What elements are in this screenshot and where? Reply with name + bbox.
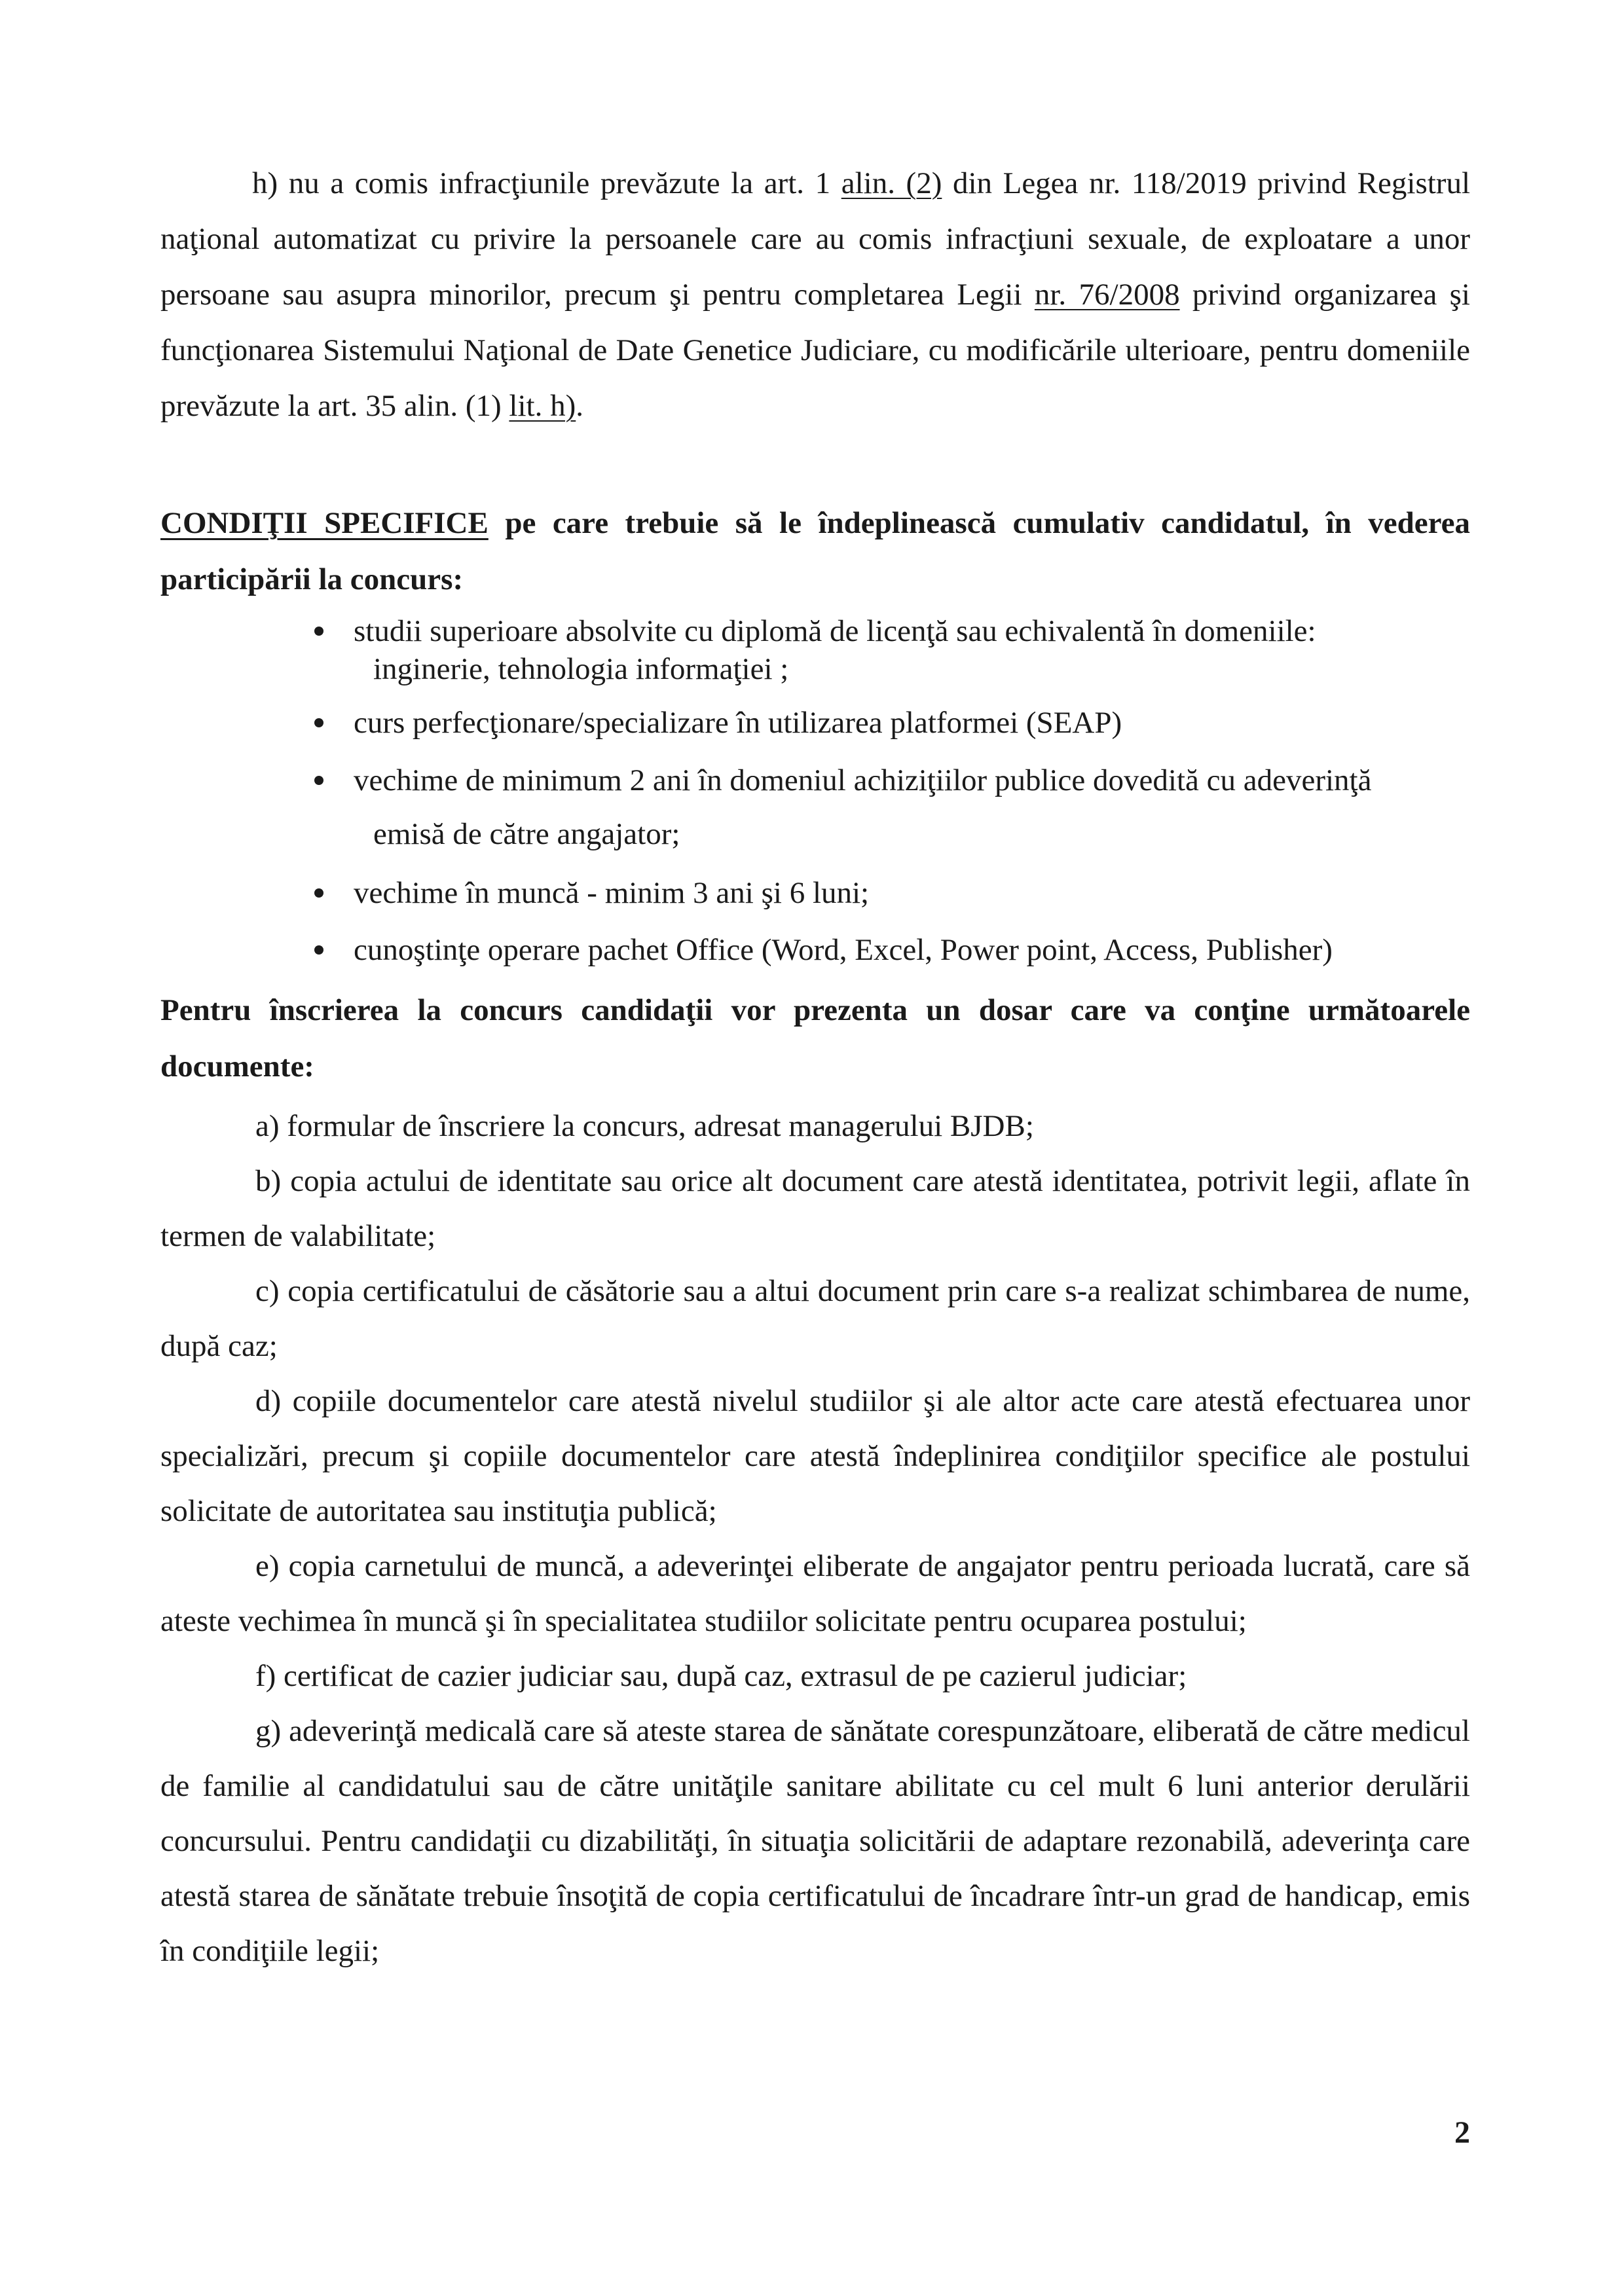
list-item xyxy=(308,612,1470,688)
list-item: b) copia actului de identitate sau orice alt document care atestă identitatea, potrivit legii, aflate în termen de valabilitate; xyxy=(160,1164,1470,1253)
list-item xyxy=(308,931,1470,969)
list-item xyxy=(308,704,1470,742)
list-item: d) copiile documentelor care atestă nivelul studiilor şi ale altor acte care atestă efectuarea unor specializări, precum şi copiile documentelor care atestă îndeplinirea condiţiilor specifice ale postului solicitate de autoritatea sau instituţia publică; xyxy=(160,1384,1470,1528)
documents-list xyxy=(160,1099,1470,1978)
intro-text-post: privind organizarea şi funcţionarea Sistemului Naţional de Date Genetice Judiciare, cu modificările ulterioare, pentru domeniile prevăzute la art. 35 alin. (1) xyxy=(160,278,1470,423)
intro-ref-alin[interactable]: alin. (2) xyxy=(841,166,942,200)
intro-paragraph xyxy=(160,156,1470,434)
list-item xyxy=(308,761,1470,853)
intro-ref-lit[interactable]: lit. h) xyxy=(509,389,576,423)
list-item: a) formular de înscriere la concurs, adresat managerului BJDB; xyxy=(255,1109,1034,1143)
bullet-line-1: vechime de minimum 2 ani în domeniul achiziţiilor publice dovedită cu adeverinţă xyxy=(354,763,1372,797)
list-item: c) copia certificatului de căsătorie sau a altui document prin care s-a realizat schimbarea de nume, după caz; xyxy=(160,1274,1470,1363)
list-item xyxy=(308,874,1470,912)
bullet-line-1: vechime în muncă - minim 3 ani şi 6 luni; xyxy=(354,876,870,910)
intro-text-mid: din Legea nr. 118/2019 privind Registrul naţional automatizat cu privire la persoanele care au comis infracţiuni sexuale, de exploatare a unor persoane sau asupra minorilor, precum şi pentru completarea Legii xyxy=(160,166,1470,312)
specific-conditions-heading xyxy=(160,495,1470,608)
bullet-icon xyxy=(314,776,323,785)
bullet-line-2: emisă de către angajator; xyxy=(373,817,680,851)
bullet-line-1: cunoştinţe operare pachet Office (Word, Excel, Power point, Access, Publisher) xyxy=(354,933,1333,967)
bullet-icon xyxy=(314,627,323,636)
specific-conditions-title: CONDIŢII SPECIFICE xyxy=(160,506,489,540)
list-item: g) adeverinţă medicală care să ateste starea de sănătate corespunzătoare, eliberată de către medicul de familie al candidatului sau de către unităţile sanitare abilitate cu cel mult 6 luni anterior derulării concursului. Pentru candidaţii cu dizabilităţi, în situaţia solicitării de adaptare rezonabilă, adeverinţa care atestă starea de sănătate trebuie însoţită de copia certificatului de încadrare într-un grad de handicap, emis în condiţiile legii; xyxy=(160,1714,1470,1968)
intro-text-pre: h) nu a comis infracţiunile prevăzute la art. 1 xyxy=(252,166,841,200)
list-item: e) copia carnetului de muncă, a adeverinţei eliberate de angajator pentru perioada lucrată, care să ateste vechimea în muncă şi în specialitatea studiilor solicitate pentru ocuparea postului; xyxy=(160,1549,1470,1638)
specific-conditions-rest: pe care trebuie să le îndeplinească cumulativ candidatul, în vederea participării la concurs: xyxy=(160,506,1470,596)
bullet-line-1: studii superioare absolvite cu diplomă de licenţă sau echivalentă în domeniile: xyxy=(354,614,1316,648)
bullet-icon xyxy=(314,888,323,898)
bullet-icon xyxy=(314,718,323,727)
page-number: 2 xyxy=(1454,2115,1470,2150)
documents-heading: Pentru înscrierea la concurs candidaţii vor prezenta un dosar care va conţine următoarele documente: xyxy=(160,993,1470,1084)
bullet-line-2: inginerie, tehnologia informaţiei ; xyxy=(373,652,789,686)
bullet-icon xyxy=(314,945,323,955)
bullet-line-1: curs perfecţionare/specializare în utilizarea platformei (SEAP) xyxy=(354,706,1122,740)
list-item: f) certificat de cazier judiciar sau, după caz, extrasul de pe cazierul judiciar; xyxy=(255,1659,1187,1693)
intro-ref-law[interactable]: nr. 76/2008 xyxy=(1034,278,1180,312)
intro-text-end: . xyxy=(576,389,583,423)
